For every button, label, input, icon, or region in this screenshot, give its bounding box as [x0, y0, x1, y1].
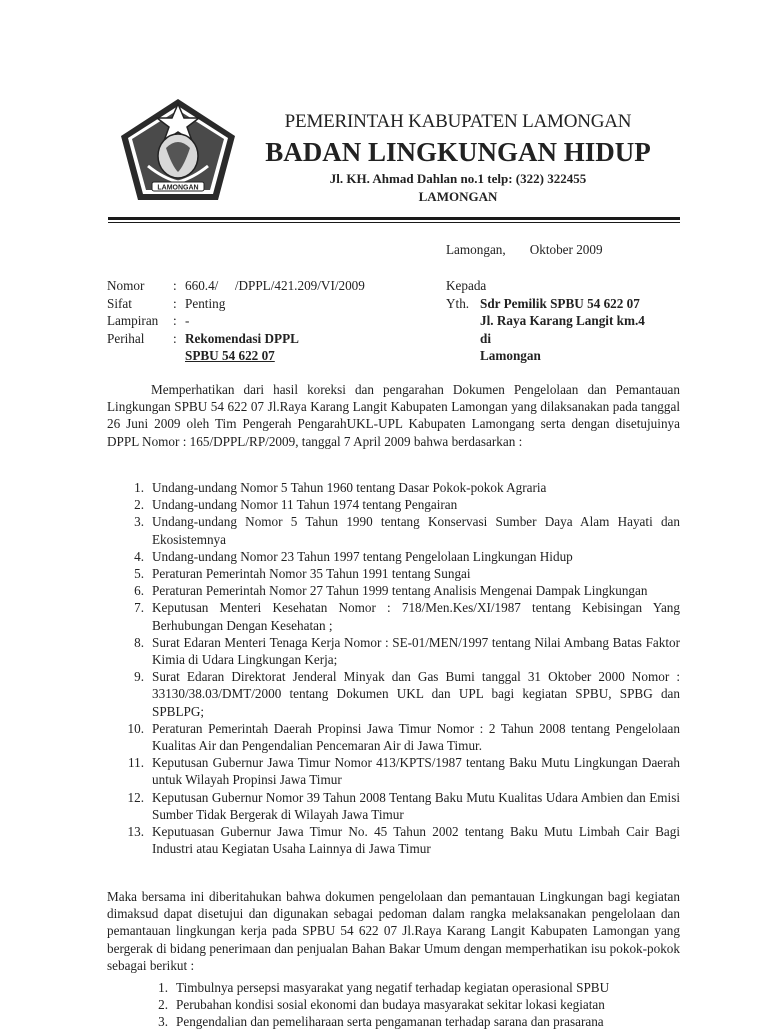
list-item: 2. Perubahan kondisi sosial ekonomi dan budaya masyarakat sekitar lokasi kegiatan — [158, 997, 605, 1013]
letter-meta — [107, 277, 365, 365]
list-item: 9. Surat Edaran Direktorat Jenderal Minyak dan Gas Bumi tanggal 31 Oktober 2000 Nomor : 33130/38.03/DMT/2000 tentang Dokumen UKL dan UPL bagi kegiatan SPBU, SPBG dan SPBLPG; — [134, 669, 680, 719]
header-government: PEMERINTAH KABUPATEN LAMONGAN — [284, 111, 632, 132]
list-item: 12. Keputusan Gubernur Nomor 39 Tahun 2008 Tentang Baku Mutu Kualitas Udara Ambien dan Emisi Sumber Tidak Bergerak di Wilayah Jawa Timur — [127, 789, 680, 822]
meta-value: Penting — [185, 295, 226, 311]
header-city: LAMONGAN — [418, 189, 498, 204]
date-place: Lamongan, — [446, 242, 506, 257]
list-item: 6. Peraturan Pemerintah Nomor 27 Tahun 1999 tentang Analisis Mengenai Dampak Lingkungan — [134, 583, 648, 599]
logo-text: LAMONGAN — [157, 184, 199, 192]
key-issues-list — [107, 979, 680, 1031]
list-item: 8. Surat Edaran Menteri Tenaga Kerja Nomor : SE-01/MEN/1997 tentang Nilai Ambang Batas Faktor Kimia di Udara Lingkungan Kerja; — [134, 634, 680, 668]
meta-subject-extra: SPBU 54 622 07 — [185, 348, 275, 363]
meta-value: Rekomendasi DPPL — [185, 330, 299, 346]
recipient-line: Jl. Raya Karang Langit km.4 — [480, 313, 645, 328]
recipient-yth: Yth. — [446, 295, 470, 311]
list-item: 3. Pengendalian dan pemeliharaan serta pengamanan terhadap sarana dan prasarana — [158, 1014, 604, 1030]
list-item: 5. Peraturan Pemerintah Nomor 35 Tahun 1991 tentang Sungai — [134, 566, 471, 582]
recipient-line: Sdr Pemilik SPBU 54 622 07 — [480, 295, 640, 311]
header-rule-thick — [108, 217, 680, 220]
meta-key: Sifat — [107, 295, 132, 311]
recipient-line: di — [480, 330, 491, 346]
meta-key: Perihal — [107, 330, 145, 346]
list-item: 10. Peraturan Pemerintah Daerah Propinsi Jawa Timur Nomor : 2 Tahun 2008 tentang Pengelolaan Kualitas Air dan Pengendalian Pencemaran Air di Jawa Timur. — [127, 720, 680, 754]
header-agency: BADAN LINGKUNGAN HIDUP — [265, 137, 651, 167]
recipient-block — [446, 277, 645, 365]
meta-value: 660.4/ /DPPL/421.209/VI/2009 — [185, 278, 365, 293]
meta-row-sifat: Sifat : Penting — [107, 295, 226, 311]
meta-key: Nomor — [107, 278, 145, 293]
recipient-line: Lamongan — [480, 348, 541, 363]
date-month: Oktober 2009 — [529, 242, 603, 257]
lamongan-emblem-logo — [118, 96, 238, 204]
list-item: 3. Undang-undang Nomor 5 Tahun 1990 tentang Konservasi Sumber Daya Alam Hayati dan Ekosistemnya — [134, 514, 680, 547]
meta-row-nomor: Nomor : 660.4/ /DPPL/421.209/VI/2009 — [107, 278, 365, 293]
list-item: 1. Timbulnya persepsi masyarakat yang negatif terhadap kegiatan operasional SPBU — [158, 980, 610, 995]
paragraph-intro: Memperhatikan dari hasil koreksi dan pengarahan Dokumen Pengelolaan dan Pemantauan Lingkungan SPBU 54 622 07 Jl.Raya Karang Langit Kabupaten Lamongan yang dilaksanakan pada tanggal 26 Juni 2009 oleh Tim Pengerah PengarahUKL-UPL Kabupaten Lamongang serta dengan disetujuinya DPPL Nomor : 165/DPPL/RP/2009, tanggal 7 April 2009 bahwa berdasarkan : — [107, 382, 680, 449]
letter-date — [446, 242, 603, 258]
legal-basis-list — [107, 479, 680, 857]
list-item: 7. Keputusan Menteri Kesehatan Nomor : 718/Men.Kes/XI/1987 tentang Kebisingan Yang Berhubungan Dengan Kesehatan ; — [134, 600, 680, 633]
list-item: 13. Keputuasan Gubernur Jawa Timur No. 45 Tahun 2002 tentang Baku Mutu Limbah Cair Bagi Industri atau Kegiatan Usaha Lainnya di Jawa Timur — [127, 824, 680, 857]
header-address: Jl. KH. Ahmad Dahlan no.1 telp: (322) 322455 — [329, 171, 587, 186]
list-item: 4. Undang-undang Nomor 23 Tahun 1997 tentang Pengelolaan Lingkungan Hidup — [134, 548, 573, 564]
recipient-kepada: Kepada — [446, 278, 487, 293]
meta-row-perihal: Perihal : Rekomendasi DPPL — [107, 330, 299, 346]
list-item: 2. Undang-undang Nomor 11 Tahun 1974 tentang Pengairan — [134, 497, 458, 513]
meta-key: Lampiran — [107, 313, 159, 328]
letterhead — [258, 110, 658, 206]
list-item: 1. Undang-undang Nomor 5 Tahun 1960 tentang Dasar Pokok-pokok Agraria — [134, 480, 547, 495]
list-item: 11. Keputusan Gubernur Jawa Timur Nomor 413/KPTS/1987 tentang Baku Mutu Lingkungan Daerah untuk Wilayah Propinsi Jawa Timur — [128, 755, 680, 788]
meta-row-lampiran: Lampiran : - — [107, 313, 190, 328]
header-rule-thin — [108, 222, 680, 223]
meta-value: - — [185, 313, 190, 328]
paragraph-decision: Maka bersama ini diberitahukan bahwa dokumen pengelolaan dan pemantauan Lingkungan bagi kegiatan dimaksud dapat disetujui dan digunakan sebagai pedoman dalam rangka melaksanakan pengelolaan dan pemantauan lingkungan kerja pada SPBU 54 622 07 Jl.Raya Karang Langit Kabupaten Lamongan yang bergerak di bidang penerimaan dan penjualan Bahan Bakar Umum dengan memperhatikan isu pokok-pokok sebagai berikut : — [107, 889, 680, 973]
